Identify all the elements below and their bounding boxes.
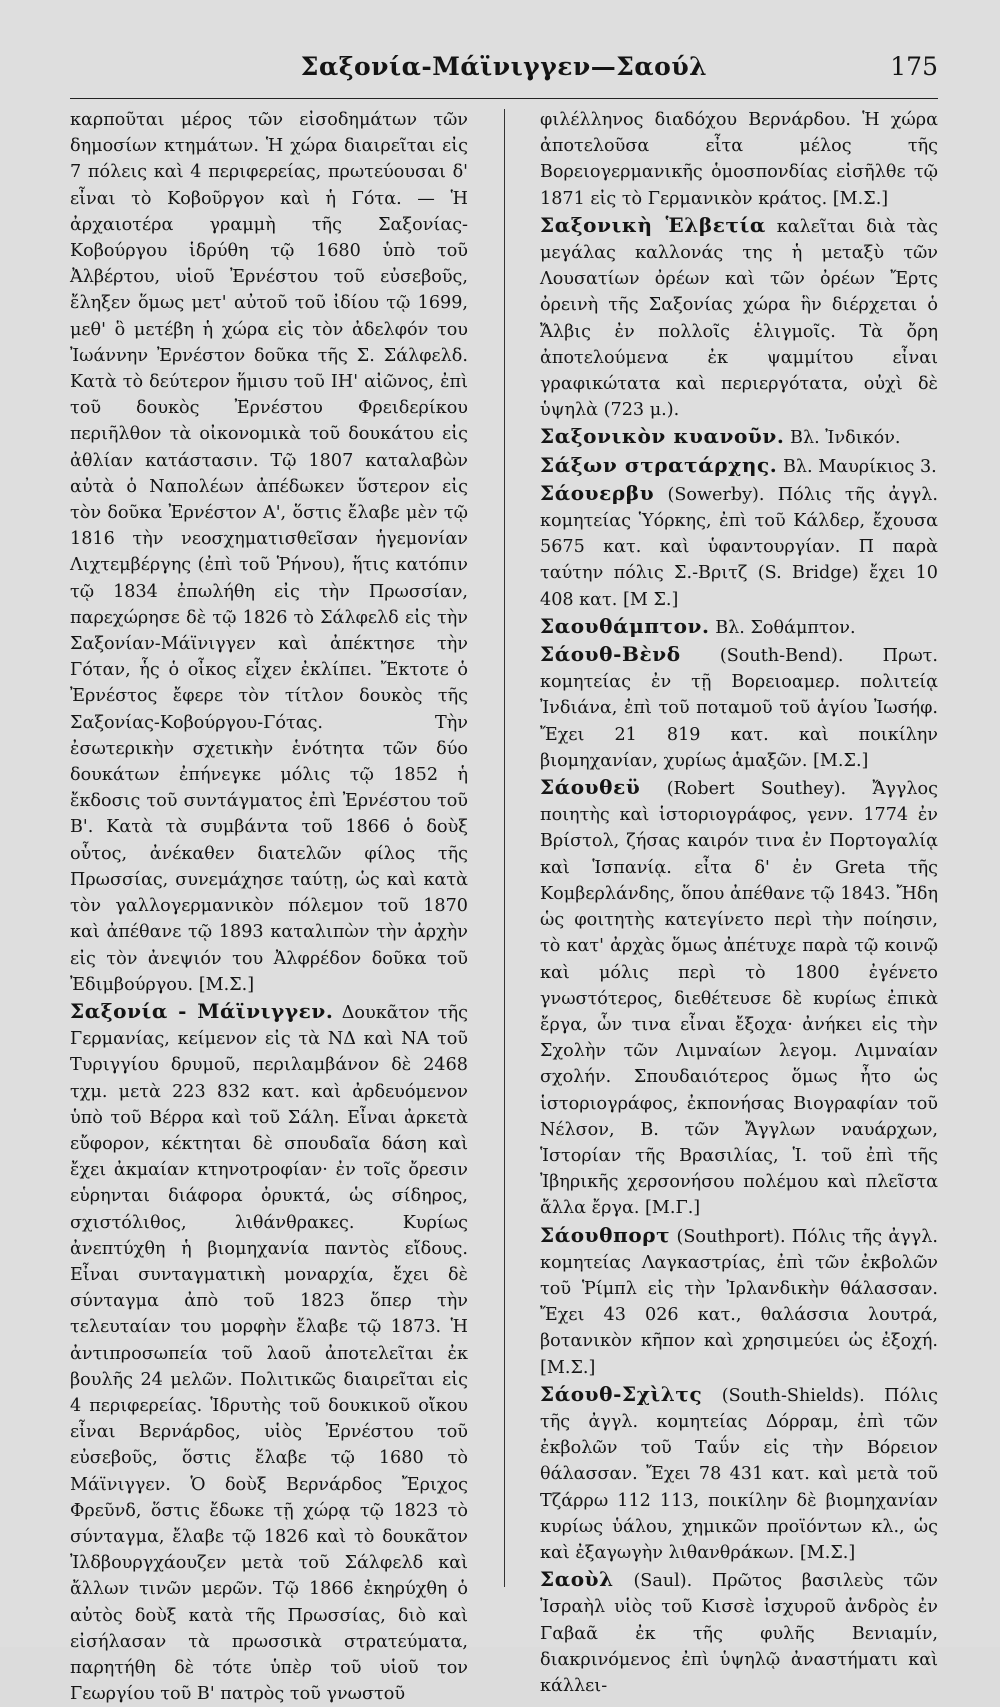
dictionary-entry <box>540 1381 938 1566</box>
dictionary-entry <box>540 452 938 480</box>
dictionary-entry <box>70 998 468 1707</box>
dictionary-entry <box>540 613 938 641</box>
dictionary-entry <box>540 423 938 451</box>
entry-headword: Σάουθπορτ <box>540 1222 671 1247</box>
column-divider <box>504 109 505 1587</box>
entry-text: (Saul). Πρῶτος βασιλεὺς τῶν Ἰσραὴλ υἱὸς τοῦ Κισσὲ ἰσχυροῦ ἀνδρὸς ἐν Γαβαᾶ ἐκ τῆς φυλῆς Βενιαμίν, διακρινόμενος ἐπὶ ὑψηλῷ ἀναστήματι καὶ κάλλει- <box>540 1571 938 1696</box>
entry-text: Βλ. Ἰνδικόν. <box>790 428 901 449</box>
page-header <box>70 38 938 99</box>
entry-text: καλεῖται διὰ τὰς μεγάλας καλλονάς της ἡ μεταξὺ τῶν Λουσατίων ὀρέων καὶ τῶν ὀρέων Ἔρτς ὀρεινὴ τῆς Σαξονίας χώρα ἣν διέρχεται ὁ Ἄλβις ἐν πολλοῖς ἑλιγμοῖς. Τὰ ὄρη ἀποτελούμενα ἐκ ψαμμίτου εἶναι γραφικώτατα καὶ περιεργότατα, οὐχὶ δὲ ὑψηλὰ (723 μ.). <box>540 216 939 421</box>
text-columns <box>70 107 939 1705</box>
entry-text: (Robert Southey). Ἄγγλος ποιητὴς καὶ ἱστοριογράφος, γενν. 1774 ἐν Βρίστολ, ζήσας καιρόν τινα ἐν Πορτογαλίᾳ καὶ Ἱσπανίᾳ. εἶτα δ' ἐν Greta τῆς Κομβερλάνδης, ὅπου ἀπέθανε τῷ 1843. Ἤδη ὡς φοιτητὴς κατεγίνετο περὶ τὴν ποίησιν, τὸ κατ' ἀρχὰς ὅμως ἀπέτυχε παρὰ τῷ κοινῷ καὶ μόλις περὶ τὸ 1800 ἐγένετο γνωστότερος, διεθέτευσε δὲ κυρίως ἐπικὰ ἔργα, ὧν τινα εἶναι ἔξοχα· ἀνήκει εἰς τὴν Σχολὴν τῶν Λιμναίων λεγομ. Λιμναίαν σχολήν. Σπουδαιότερος ὅμως ἦτο ὡς ἱστοριογράφος, ἐκπονήσας Βιογραφίαν τοῦ Νέλσον, Β. τῶν Ἄγγλων ναυάρχων, Ἱστορίαν τῆς Βρασιλίας, Ἱ. τοῦ ἐπὶ τῆς Ἰβηρικῆς χερσονήσου πολέμου καὶ πλεῖστα ἄλλα ἔργα. [Μ.Γ.] <box>540 779 938 1219</box>
dictionary-entry <box>540 641 938 774</box>
entry-headword: Σάουθεϋ <box>540 775 641 800</box>
entry-continuation <box>70 107 468 998</box>
page-number: 175 <box>890 52 938 81</box>
entry-headword: Σαουθάμπτον. <box>540 613 710 638</box>
entry-headword: Σαξονία - Μάϊνιγγεν. <box>70 998 334 1023</box>
entry-headword: Σάουθ-Βὲνδ <box>540 642 681 667</box>
left-column <box>70 107 468 1705</box>
entry-text: (Sowerby). Πόλις τῆς ἀγγλ. κομητείας Ὑόρκης, ἐπὶ τοῦ Κάλδερ, ἔχουσα 5675 κατ. καὶ ὑφαντουργίαν. Π παρὰ ταύτην πόλις Σ.-Βριτζ (S. Bridge) ἔχει 10 408 κατ. [Μ Σ.] <box>540 484 939 610</box>
entry-text: (Southport). Πόλις τῆς ἀγγλ. κομητείας Λαγκαστρίας, ἐπὶ τῶν ἐκβολῶν τοῦ Ῥίμπλ εἰς τὴν Ἰρλανδικὴν θάλασσαν. Ἔχει 43 026 κατ., θαλάσσια λουτρά, βοτανικὸν κῆπον καὶ χρησιμεύει ὡς ἐξοχή. [Μ.Σ.] <box>540 1226 938 1378</box>
entry-text: Βλ. Σοθάμπτον. <box>715 617 856 638</box>
dictionary-entry <box>540 1222 938 1381</box>
entry-text: (South-Bend). Πρωτ. κομητείας ἐν τῇ Βορειοαμερ. πολιτείᾳ Ἰνδιάνα, ἐπὶ τοῦ ποταμοῦ τοῦ ἁγίου Ἰωσήφ. Ἔχει 21 819 κατ. καὶ ποικίλην βιομηχανίαν, χυρίως ἁμαξῶν. [Μ.Σ.] <box>540 646 939 771</box>
entry-text: φιλέλληνος διαδόχου Βερνάρδου. Ἡ χώρα ἀποτελοῦσα εἶτα μέλος τῆς Βορειογερμανικῆς ὁμοσπονδίας εἰσῆλθε τῷ 1871 εἰς τὸ Γερμανικὸν κράτος. [Μ.Σ.] <box>540 110 938 209</box>
dictionary-entry <box>540 774 938 1221</box>
dictionary-entry <box>540 480 938 613</box>
entry-text: (South-Shields). Πόλις τῆς ἀγγλ. κομητείας Δόρραμ, ἐπὶ τῶν ἐκβολῶν τοῦ Ταΰν εἰς τὴν Βόρειον θάλασσαν. Ἔχει 78 431 κατ. καὶ μετὰ τοῦ Τζάρρω 112 113, ποικίλην δὲ βιομηχανίαν κυρίως ὑάλου, χημικῶν προϊόντων κλ., ὡς καὶ ἐξαγωγὴν λιθανθράκων. [Μ.Σ.] <box>540 1385 938 1563</box>
entry-headword: Σαξονικὸν κυανοῦν. <box>540 424 785 449</box>
entry-text: καρποῦται μέρος τῶν εἰσοδημάτων τῶν δημοσίων κτημάτων. Ἡ χώρα διαιρεῖται εἰς 7 πόλεις καὶ 4 περιφερείας, πρωτεύουσαι δ' εἶναι τὸ Κοβοῦργον καὶ ἡ Γότα. — Ἡ ἀρχαιοτέρα γραμμὴ τῆς Σαξονίας-Κοβούργου ἱδρύθη τῷ 1680 ὑπὸ τοῦ Ἀλβέρτου, υἱοῦ Ἐρνέστου τοῦ εὐσεβοῦς, ἔληξεν ὅμως μετ' αὐτοῦ τοῦ ἰδίου τῷ 1699, μεθ' ὃ μετέβη ἡ χώρα εἰς τὸν ἀδελφόν του Ἰωάννην Ἐρνέστον δοῦκα τῆς Σ. Σάλφελδ. Κατὰ τὸ δεύτερον ἥμισυ τοῦ ΙΗ' αἰῶνος, ἐπὶ τοῦ δουκὸς Ἐρνέστου Φρειδερίκου περιῆλθον τὰ οἰκονομικὰ τοῦ δουκάτου εἰς ἀθλίαν κατάστασιν. Τῷ 1807 καταλαβὼν αὐτὰ ὁ Ναπολέων ἀπέδωκεν ὕστερον εἰς τὸν δοῦκα Ἐρνέστον Α', ὅστις ἔλαβε μὲν τῷ 1816 τὴν νεοσχηματισθεῖσαν ἡγεμονίαν Λιχτεμβέργης (ἐπὶ τοῦ Ῥήνου), ἥτις κατόπιν τῷ 1834 ἐπωλήθη εἰς τὴν Πρωσσίαν, παρεχώρησε δὲ τῷ 1826 τὸ Σάλφελδ εἰς τὴν Σαξονίαν-Μάϊνιγγεν καὶ ἀπέκτησε τὴν Γόταν, ἧς ὁ οἶκος εἶχεν ἐκλίπει. Ἔκτοτε ὁ Ἐρνέστος ἔφερε τὸν τίτλον δουκὸς τῆς Σαξονίας-Κοβούργου-Γότας. Τὴν ἐσωτερικὴν σχετικὴν ἑνότητα τῶν δύο δουκάτων ἐπήνεγκε μόλις τῷ 1852 ἡ ἔκδοσις τοῦ συντάγματος ἐπὶ Ἐρνέστου τοῦ Β'. Κατὰ τὰ συμβάντα τοῦ 1866 ὁ δοὺξ οὗτος, ἀνέκαθεν διατελῶν φίλος τῆς Πρωσσίας, συνεμάχησε ταύτῃ, ὡς καὶ κατὰ τὸν γαλλογερμανικὸν πόλεμον τοῦ 1870 καὶ ἀπέθανε τῷ 1893 καταλιπὼν τὴν ἀρχὴν εἰς τὸν ἀνεψιόν του Ἀλφρέδον δοῦκα τοῦ Ἐδιμβούργου. [Μ.Σ.] <box>70 110 468 995</box>
entry-text: Βλ. Μαυρίκιος 3. <box>782 456 937 477</box>
entry-headword: Σάξων στρατάρχης. <box>540 452 778 477</box>
running-title: Σαξονία-Μάϊνιγγεν—Σαούλ <box>300 52 708 81</box>
dictionary-entry <box>540 1566 938 1699</box>
entry-headword: Σάουερβυ <box>540 480 655 505</box>
entry-headword: Σαξονικὴ Ἑλβετία <box>540 212 766 237</box>
dictionary-entry <box>540 212 938 424</box>
entry-headword: Σαοὺλ <box>540 1567 614 1592</box>
right-column <box>540 107 939 1696</box>
entry-text: Δουκᾶτον τῆς Γερμανίας, κείμενον εἰς τὰ ΝΔ καὶ ΝΑ τοῦ Τυριγγίου δρυμοῦ, περιλαμβάνον δὲ 2468 τχμ. μετὰ 223 832 κατ. καὶ ἀρδευόμενον ὑπὸ τοῦ Βέρρα καὶ τοῦ Σάλη. Εἶναι ἀρκετὰ εὔφορον, κέκτηται δὲ σπουδαῖα δάση καὶ ἔχει ἀκμαίαν κτηνοτροφίαν· ἐν τοῖς ὄρεσιν εὑρηνται διάφορα ὀρυκτά, ὡς σίδηρος, σχιστόλιθος, λιθάνθρακες. Κυρίως ἀνεπτύχθη ἡ βιομηχανία παντὸς εἴδους. Εἶναι συνταγματικὴ μοναρχία, ἔχει δὲ σύνταγμα ἀπὸ τοῦ 1823 ὅπερ τὴν τελευταίαν του μορφὴν ἔλαβε τῷ 1873. Ἡ ἀντιπροσωπεία τοῦ λαοῦ ἀποτελεῖται ἐκ βουλῆς 24 μελῶν. Πολιτικῶς διαιρεῖται εἰς 4 περιφερείας. Ἱδρυτὴς τοῦ δουκικοῦ οἴκου εἶναι Βερνάρδος, υἱὸς Ἐρνέστου τοῦ εὐσεβοῦς, ὅστις ἔλαβε τῷ 1680 τὸ Μάϊνιγγεν. Ὁ δοὺξ Βερνάρδος Ἔριχος Φρεῦνδ, ὅστις ἔδωκε τῇ χώρᾳ τῷ 1823 τὸ σύνταγμα, ἔλαβε τῷ 1826 καὶ τὸ δουκᾶτον Ἰλδβουργχάουζεν μετὰ τοῦ Σάλφελδ καὶ ἄλλων τινῶν μερῶν. Τῷ 1866 ἐκηρύχθη ὁ αὐτὸς δοὺξ κατὰ τῆς Πρωσσίας, διὸ καὶ εἰσήλασαν τὰ πρωσσικὰ στρατεύματα, παρητήθη δὲ τότε ὑπὲρ τοῦ υἱοῦ τον Γεωργίου τοῦ Β' πατρὸς τοῦ γνωστοῦ <box>70 1002 468 1705</box>
entry-headword: Σάουθ-Σχὶλτς <box>540 1381 703 1406</box>
entry-continuation <box>540 107 938 212</box>
